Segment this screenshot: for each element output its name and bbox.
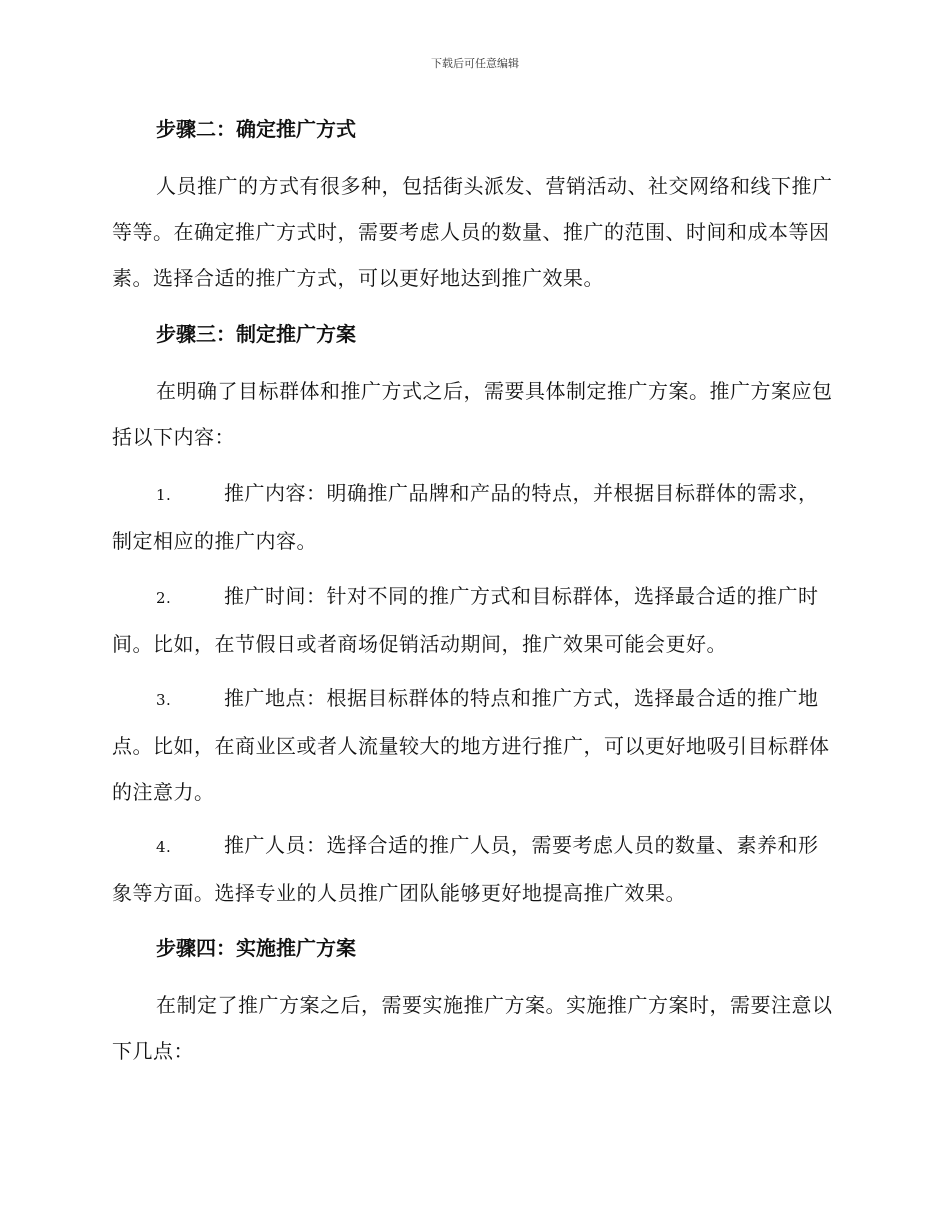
list-item bbox=[112, 822, 837, 916]
step2-paragraph: 人员推广的方式有很多种，包括街头派发、营销活动、社交网络和线下推广等等。在确定推广方式时，需要考虑人员的数量、推广的范围、时间和成本等因素。选择合适的推广方式，可以更好地达到推广效果。 bbox=[112, 174, 833, 290]
list-item-text: 推广地点：根据目标群体的特点和推广方式，选择最合适的推广地点。比如，在商业区或者人流量较大的地方进行推广，可以更好地吸引目标群体的注意力。 bbox=[112, 686, 830, 804]
list-item-number: 2. bbox=[156, 589, 172, 607]
step4-heading: 步骤四：实施推广方案 bbox=[156, 936, 356, 960]
list-item bbox=[112, 470, 837, 564]
step3-heading: 步骤三：制定推广方案 bbox=[156, 322, 356, 346]
step4-paragraph: 在制定了推广方案之后，需要实施推广方案。实施推广方案时，需要注意以下几点： bbox=[112, 993, 833, 1063]
list-item-text: 推广内容：明确推广品牌和产品的特点，并根据目标群体的需求，制定相应的推广内容。 bbox=[112, 481, 819, 553]
list-item-text: 推广时间：针对不同的推广方式和目标群体，选择最合适的推广时间。比如，在节假日或者商场促销活动期间，推广效果可能会更好。 bbox=[112, 584, 819, 656]
step3-paragraph: 在明确了目标群体和推广方式之后，需要具体制定推广方案。推广方案应包括以下内容： bbox=[112, 379, 833, 449]
list-item bbox=[112, 573, 837, 667]
list-item-number: 1. bbox=[156, 486, 172, 504]
list-item bbox=[112, 675, 837, 815]
step2-heading: 步骤二：确定推广方式 bbox=[156, 117, 356, 141]
list-item-number: 3. bbox=[156, 691, 172, 709]
list-item-number: 4. bbox=[156, 838, 172, 856]
header-note: 下载后可任意编辑 bbox=[431, 57, 519, 70]
list-item-text: 推广人员：选择合适的推广人员，需要考虑人员的数量、素养和形象等方面。选择专业的人员推广团队能够更好地提高推广效果。 bbox=[112, 833, 819, 905]
